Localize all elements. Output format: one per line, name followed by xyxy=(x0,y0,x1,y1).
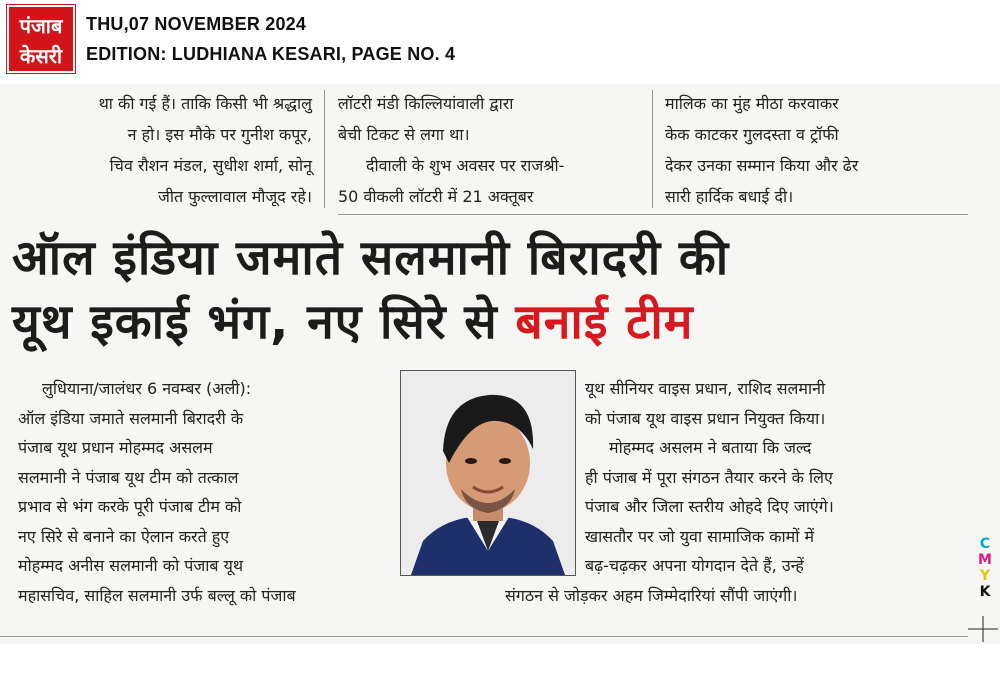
text-line: पंजाब और जिला स्तरीय ओहदे दिए जाएंगे। xyxy=(585,497,834,516)
top-column-2 xyxy=(338,88,638,212)
page-header xyxy=(0,0,1000,84)
column-divider xyxy=(324,90,325,208)
text-line: चिव रौशन मंडल, सुधीश शर्मा, सोनू xyxy=(109,156,312,175)
newspaper-clipping xyxy=(0,84,1000,644)
top-column-1 xyxy=(0,88,312,212)
text-line: जीत फुल्लावाल मौजूद रहे। xyxy=(157,187,312,206)
text-line: बढ़-चढ़कर अपना योगदान देते हैं, उन्हें xyxy=(585,556,804,575)
text-line: को पंजाब यूथ वाइस प्रधान नियुक्त किया। xyxy=(585,408,826,428)
headline-black-text: यूथ इकाई भंग, नए सिरे से xyxy=(12,294,498,350)
text-line: 50 वीकली लॉटरी में 21 अक्तूबर xyxy=(338,187,534,206)
text-line: यूथ सीनियर वाइस प्रधान, राशिद सलमानी xyxy=(585,379,826,398)
text-line: लॉटरी मंडी किल्लियांवाली द्वारा xyxy=(338,94,514,113)
section-rule xyxy=(338,214,968,215)
text-line: न हो। इस मौके पर गुनीश कपूर, xyxy=(127,125,312,144)
dateline: लुधियाना/जालंधर 6 नवम्बर (अली): xyxy=(42,379,252,398)
text-line: मालिक का मुंह मीठा करवाकर xyxy=(665,94,839,113)
text-line: सारी हार्दिक बधाई दी। xyxy=(665,187,794,206)
cmyk-k: K xyxy=(979,584,991,600)
logo-text-bottom: केसरी xyxy=(19,44,63,68)
text-line: ही पंजाब में पूरा संगठन तैयार करने के लिए xyxy=(585,467,833,487)
portrait-illustration xyxy=(401,371,575,575)
headline-line-2 xyxy=(12,288,992,353)
top-column-3 xyxy=(665,88,975,212)
text-line: खासतौर पर जो युवा सामाजिक कामों में xyxy=(585,526,815,546)
cmyk-m: M xyxy=(978,552,992,568)
text-line: देकर उनका सम्मान किया और ढेर xyxy=(665,156,859,175)
publication-date: THU,07 NOVEMBER 2024 xyxy=(86,14,307,34)
bottom-rule xyxy=(0,636,968,637)
text-line: पंजाब यूथ प्रधान मोहम्मद असलम xyxy=(18,438,213,457)
person-photo xyxy=(400,370,576,576)
text-line: प्रभाव से भंग करके पूरी पंजाब टीम को xyxy=(18,497,242,516)
crop-mark-icon xyxy=(968,616,998,642)
article-column-2 xyxy=(505,374,977,610)
text-line: संगठन से जोड़कर अहम जिम्मेदारियां सौंपी जाएंगी। xyxy=(505,585,798,605)
text-line: मोहम्मद अनीस सलमानी को पंजाब यूथ xyxy=(18,556,244,575)
text-line: मोहम्मद असलम ने बताया कि जल्द xyxy=(609,438,812,457)
cmyk-c: C xyxy=(979,536,991,552)
text-line: दीवाली के शुभ अवसर पर राजश्री- xyxy=(366,156,565,175)
punjab-kesari-logo xyxy=(7,5,75,73)
text-line: बेची टिकट से लगा था। xyxy=(338,125,470,144)
text-line: केक काटकर गुलदस्ता व ट्रॉफी xyxy=(665,125,839,144)
headline-red-text: बनाई टीम xyxy=(515,294,694,350)
text-line: था की गई हैं। ताकि किसी भी श्रद्धालु xyxy=(98,94,312,113)
cmyk-y: Y xyxy=(979,568,991,584)
logo-text-top: पंजाब xyxy=(19,14,63,38)
text-line: सलमानी ने पंजाब यूथ टीम को तत्काल xyxy=(18,467,239,487)
text-line: नए सिरे से बनाने का ऐलान करते हुए xyxy=(18,526,230,546)
text-line: ऑल इंडिया जमाते सलमानी बिरादरी के xyxy=(18,408,244,428)
column-divider xyxy=(652,90,653,208)
text-line: महासचिव, साहिल सलमानी उर्फ बल्लू को पंजाब xyxy=(18,585,296,605)
cmyk-registration xyxy=(975,536,995,600)
edition-info: EDITION: LUDHIANA KESARI, PAGE NO. 4 xyxy=(86,44,456,64)
headline-line-1: ऑल इंडिया जमाते सलमानी बिरादरी की xyxy=(12,230,730,286)
article-column-1 xyxy=(18,374,386,610)
